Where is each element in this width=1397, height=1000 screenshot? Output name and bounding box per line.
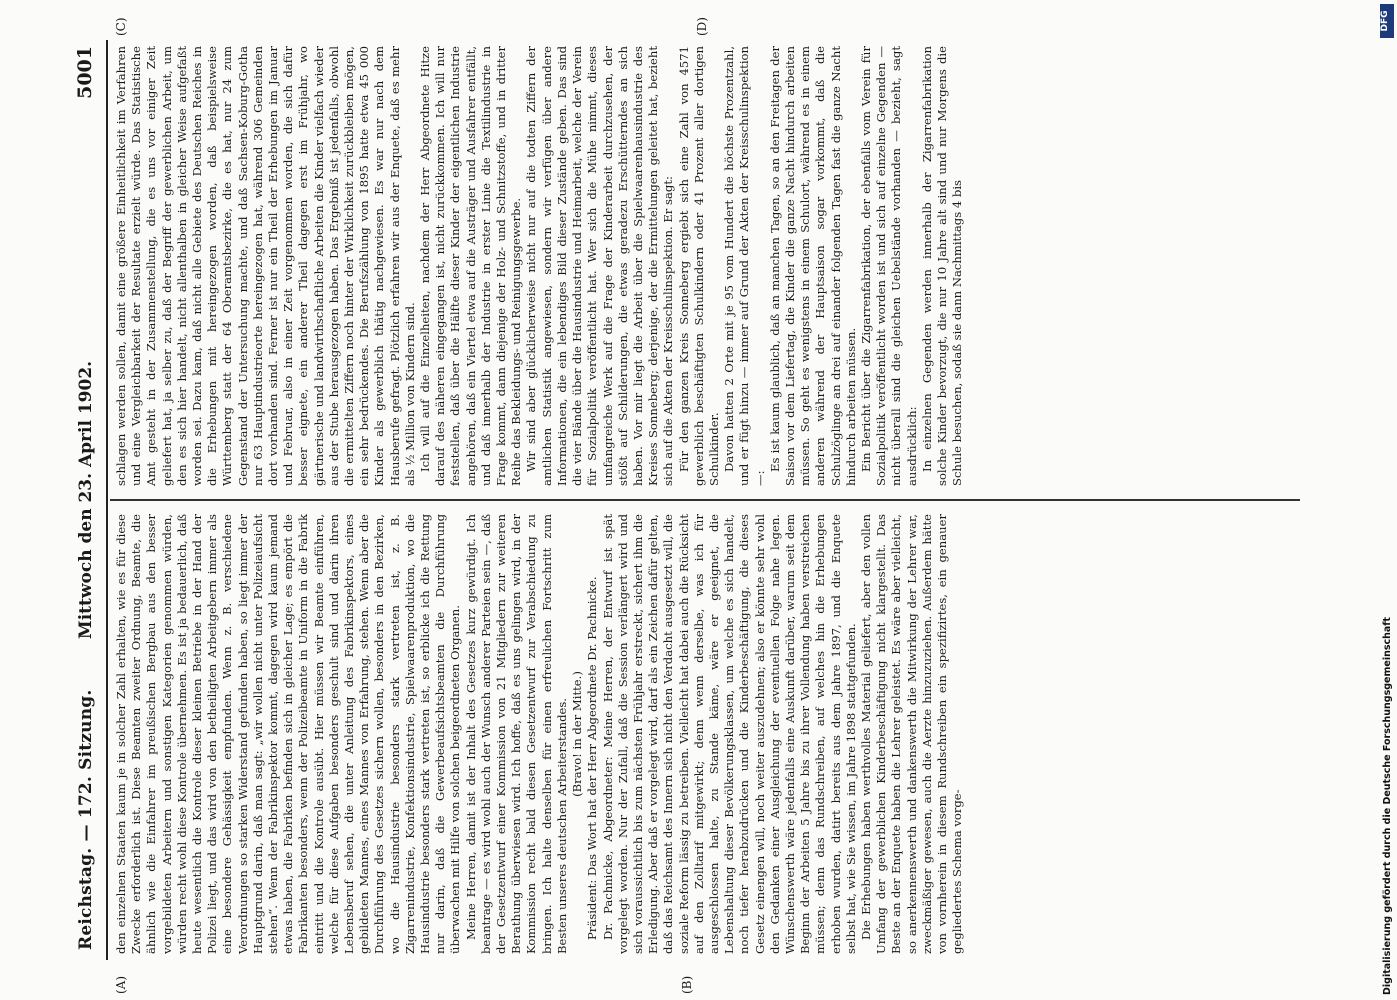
president-remark: Präsident: Das Wort hat der Herr Abgeordnete Dr. Pachnicke. [585, 576, 600, 940]
applause-note: (Bravo! in der Mitte.) [570, 671, 585, 797]
margin-marker-b: (B) [680, 975, 694, 994]
column-divider [110, 500, 1300, 502]
dfg-logo-text: DFG [1380, 10, 1390, 32]
page-number: 5001 [74, 46, 96, 99]
paragraph: Ich will auf die Einzelheiten, nachdem der Herr Abgeordnete Hitze darauf des näheren eingegangen ist, nicht zurückkommen. Ich will nur feststellen, daß über die Hälfte dieser Kinder der eigentlichen Industrie angehören, daß ein Viertel etwa auf die Austräger und Ausfahrer entfällt, und daß innerhalb der Industrie in erster Linie die Textilindustrie in Frage kommt, dann diejenige der Holz- und Schnitzstoffe, und in dritter Reihe das Bekleidungs- und Reinigungsgewerbe. [418, 46, 524, 486]
page-header [70, 40, 104, 960]
paragraph: Davon hatten 2 Orte mit je 95 vom Hundert die höchste Prozentzahl, und er fügt hinzu — immer auf Grund der Akten der Kreisschulinspektion —: [722, 46, 767, 486]
rotated-page-content [70, 17, 1360, 994]
paragraph: Wir sind aber glücklicherweise nicht nur auf die todten Ziffern der amtlichen Statistik angewiesen, sondern wir verfügen über andere Informationen, die ein lebendiges Bild dieser Zustände geben. Das sind die vier Bände über die Hausindustrie und Heimarbeit, welche der Verein für Sozialpolitik veröffentlicht hat. Wer sich die Mühe nimmt, dieses umfangreiche Werk auf die Frage der Kinderarbeit durchzusehen, der stößt auf Schilderungen, die etwas geradezu Erschütterndes an sich haben. Vor mir liegt die Arbeit über die Spielwaarenhausindustrie des Kreises Sonneberg; derjenige, der die Ermittelungen geleitet hat, bezieht sich auf die Akten der Kreisschulinspektion. Er sagt: [524, 46, 676, 486]
paragraph: Meine Herren, damit ist der Inhalt des Gesetzes kurz gewürdigt. Ich beantrage — es wird wohl auch der Wunsch anderer Parteien sein —, daß der Gesetzentwurf einer Kommission von 21 Mitgliedern zur weiteren Berathung überwiesen wird. Ich hoffe, daß es uns gelingen wird, in der Kommission recht bald diesen Gesetzentwurf zur Verabschiedung zu bringen. Ich halte denselben für einen erfreulichen Fortschritt zum Besten unseres deutschen Arbeiterstandes. [463, 514, 569, 954]
quote: In einzelnen Gegenden werden innerhalb der Zigarrenfabrikation solche Kinder bevorzugt, die nur 10 Jahre alt sind und nur Morgens die Schule besuchen, sodaß sie dann Nachmittags 4 bis [919, 46, 965, 486]
paragraph: schlagen werden sollen, damit eine größere Einheitlichkeit im Verfahren und eine Vergleichbarkeit der Resultate erzielt würde. Das Statistische Amt gesteht in der Zusammenstellung, die es uns vor einiger Zeit geliefert hat, ja selber zu, daß der Begriff der gewerblichen Arbeit, um den es sich hier handelt, nicht allenthalben in gleicher Weise aufgefaßt worden sei. Dazu kam, daß nicht alle Gebiete des Deutschen Reiches in die Erhebungen mit hereingezogen worden, daß beispielsweise Württemberg statt der 64 Oberamtsbezirke, die es hat, nur 24 zum Gegenstand der Untersuchung machte, und daß Sachsen-Koburg-Gotha nur 63 Hauptindustrieorte hereingezogen hat, während 306 Gemeinden dort vorhanden sind. Ferner ist nur ein Theil der Erhebungen im Januar und Februar, also in einer Zeit vorgenommen worden, die sich dafür besser eignete, ein anderer Theil dagegen erst im Frühjahr, wo gärtnerische und landwirthschaftliche Arbeiten die Kinder vielfach wieder aus der Stube herausgezogen haben. Das Ergebniß ist jedenfalls, obwohl die ermittelten Ziffern noch hinter der Wirklichkeit zurückbleiben mögen, ein sehr bedrückendes. Die Berufszählung von 1895 hatte etwa 45 000 Kinder als gewerblich thätig nachgewiesen. Es war nur nach dem Hausberufe gefragt. Plötzlich erfahren wir aus der Enquete, daß es mehr als ½ Million von Kindern sind. [114, 46, 417, 486]
paragraph: Ein Bericht über die Zigarrenfabrikation, der ebenfalls vom Verein für Sozialpolitik veröffentlicht worden ist und sich auf einzelne Gegenden — nicht überall sind die gleichen Uebelstände vorhanden — bezieht, sagt ausdrücklich: [858, 46, 919, 486]
paragraph: den einzelnen Staaten kaum je in solcher Zahl erhalten, wie es für diese Zwecke erforderlich ist. Diese Beamten zweiter Ordnung, Beamte, die ähnlich wie die Einfahrer im preußischen Bergbau aus den besser vorgebildeten Arbeitern und sonstigen Kategorien genommen würden, würden recht wohl diese Kontrole übernehmen. Es ist ja bedauerlich, daß heute wesentlich die Kontrole dieser kleinen Betriebe in der Hand der Polizei liegt, und das wird von den betheiligten Arbeitgebern immer als eine besondere Gehässigkeit empfunden. Wenn z. B. verschiedene Verordnungen so starken Widerstand gefunden haben, so liegt immer der Hauptgrund darin, daß man sagt: „wir wollen nicht unter Polizeiaufsicht stehen“. Wenn der Fabrikinspektor kommt, dagegen wird kaum jemand etwas haben, die Fabriken befinden sich in gleicher Lage; es empört die Fabrikanten besonders, wenn der Polizeibeamte in Uniform in die Fabrik eintritt und die Kontrole ausübt. Hier müssen wir Beamte einführen, welche für diese Aufgaben besonders geschult sind und darin ihren Lebensberuf sehen, die unter Anleitung des Fabrikinspektors, eines gebildeten Mannes, eines Mannes von Erfahrung, stehen. Wenn aber die Durchführung des Gesetzes sichern wollen, besonders in den Bezirken, wo die Hausindustrie besonders stark vertreten ist, z. B. Zigarrenindustrie, Konfektionsindustrie, Spielwaarenproduktion, wo die Hausindustrie besonders stark vertreten ist, so erblicke ich die Rettung nur darin, daß die Gewerbeaufsichtsbeamten die Durchführung überwachen mit Hilfe von solchen beigeordneten Organen. [114, 514, 463, 954]
header-date: Mittwoch den 23. April 1902. [76, 360, 96, 640]
header-rule [106, 40, 108, 960]
quote: Für den ganzen Kreis Sonneberg ergiebt sich eine Zahl von 4571 gewerblich beschäftigten Schulkindern oder 41 Prozent aller dortigen Schulkinder. [676, 46, 721, 486]
digitization-notice: Digitalisierung gefördert durch die Deutsche Forschungsgemeinschaft [1382, 617, 1393, 995]
margin-marker-a: (A) [114, 975, 128, 994]
right-column [114, 46, 965, 486]
speech-paragraph: Dr. Pachnicke, Abgeordneter: Meine Herren, der Entwurf ist spät vorgelegt worden. Nur der Zufall, daß die Session verlängert wird und sich voraussichtlich bis zum nächsten Frühjahr erstreckt, sichert ihm die Erledigung. Aber daß er vorgelegt wird, darf als ein Zeichen dafür gelten, daß das Reichsamt des Innern sich nicht den Verdacht ausgesetzt will, die soziale Reform lässig zu betreiben. Vielleicht hat dabei auch die Rücksicht auf den Zolltarif mitgewirkt; denn wenn derselbe, was ich für ausgeschlossen halte, zu Stande käme, wäre er geeignet, die Lebenshaltung dieser Bevölkerungsklassen, um welche es sich handelt, noch tiefer herabzudrücken und die Kinderbeschäftigung, die dieses Gesetz einengen will, noch weiter auszudehnen; also er könnte sehr wohl den Gedanken einer Ausgleichung der eventuellen Folge nahe legen. Wünschenswerth wäre jedenfalls eine Auskunft darüber, warum seit dem Beginn der Arbeiten 5 Jahre bis zu ihrer Vollendung haben verstreichen müssen; denn das Rundschreiben, auf welches hin die Erhebungen erhoben wurden, datirt bereits aus dem Jahre 1897, und die Enquete selbst hat, wie Sie wissen, im Jahre 1898 stattgefunden. [600, 514, 858, 954]
quote: Es ist kaum glaublich, daß an manchen Tagen, so an den Freitagen der Saison vor dem Liefertag, die Kinder die ganze Nacht hindurch arbeiten müssen. So geht es wenigstens in einem Schulort, während es in einem anderen während der Hauptsaison sogar vorkommt, daß die Schulzöglinge an drei auf einander folgenden Tagen fast die ganze Nacht hindurch arbeiten müssen. [767, 46, 858, 486]
header-session: Reichstag. — 172. Sitzung. [76, 689, 96, 950]
margin-marker-c: (C) [114, 17, 128, 36]
paragraph: Die Erhebungen haben werthvolles Material geliefert, aber den vollen Umfang der gewerblichen Kinderbeschäftigung nicht klargestellt. Das Beste an der Enquete haben die Lehrer geleistet. Es wäre aber vielleicht, so anerkennenswerth und dankenswerth die Mitwirkung der Lehrer war, zweckmäßiger gewesen, auch die Aerzte hinzuzuziehen. Außerdem hätte von vornherein in diesem Rundschreiben ein spezifizirtes, ein genauer gegliedertes Schema vorge- [858, 514, 965, 954]
margin-marker-d: (D) [695, 17, 709, 36]
left-column [114, 514, 965, 954]
